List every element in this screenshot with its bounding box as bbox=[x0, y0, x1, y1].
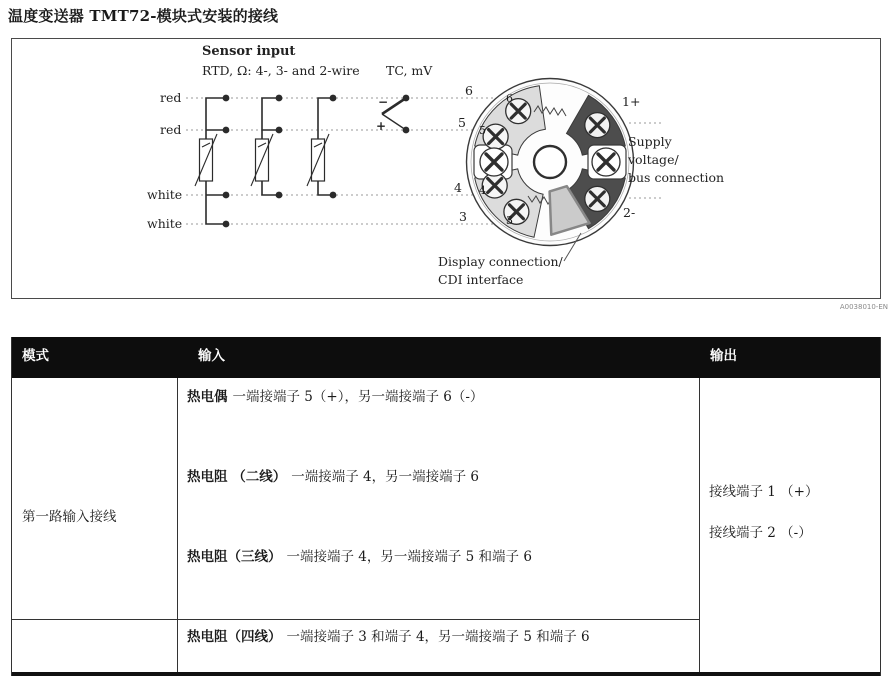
wire-label-red-1: red bbox=[160, 90, 182, 105]
terminal-number-6: 6 bbox=[465, 83, 473, 98]
figure-code: A0038010-EN bbox=[839, 303, 888, 311]
column-divider-1 bbox=[177, 378, 178, 672]
input-row-rtd-3wire bbox=[187, 545, 532, 565]
input-label: 热电阻 （二线） bbox=[187, 469, 287, 485]
input-text: 一端接端子 5（+），另一端接端子 6（-） bbox=[232, 389, 484, 405]
head-terminal-6: 6 bbox=[506, 92, 513, 105]
input-text: 一端接端子 4，另一端接端子 6 bbox=[291, 469, 479, 485]
table-header-row bbox=[12, 337, 880, 378]
center-hole bbox=[534, 146, 566, 178]
head-terminal-4: 4 bbox=[479, 184, 486, 197]
table-body bbox=[12, 378, 880, 672]
tc-plus-sign: + bbox=[376, 119, 387, 133]
column-divider-2 bbox=[699, 378, 700, 672]
output-terminal-2: 接线端子 2 （-） bbox=[709, 525, 812, 541]
wire-label-white-1: white bbox=[147, 187, 183, 202]
page-title: 温度变送器 TMT72-模块式安装的接线 bbox=[8, 7, 279, 25]
mode-cell: 第一路输入接线 bbox=[22, 509, 117, 525]
supply-label-line3: bus connection bbox=[628, 170, 725, 185]
supply-label-line2: voltage/ bbox=[628, 152, 679, 167]
wire-label-white-2: white bbox=[147, 216, 183, 231]
row-divider bbox=[12, 619, 700, 620]
rtd-wire-label: RTD, Ω: 4-, 3- and 2-wire bbox=[202, 63, 360, 78]
terminal-2-label: 2- bbox=[623, 205, 636, 220]
wiring-table bbox=[11, 337, 881, 676]
input-label: 热电阻（三线） bbox=[187, 549, 282, 565]
input-text: 一端接端子 3 和端子 4，另一端接端子 5 和端子 6 bbox=[286, 629, 590, 645]
terminal-number-3: 3 bbox=[459, 209, 467, 224]
header-mode: 模式 bbox=[22, 348, 49, 364]
input-row-rtd-4wire bbox=[187, 625, 590, 645]
input-row-thermocouple bbox=[187, 385, 483, 405]
header-input: 输入 bbox=[198, 348, 225, 364]
header-output: 输出 bbox=[710, 348, 737, 364]
sensor-input-label: Sensor input bbox=[202, 44, 296, 59]
terminal-number-5: 5 bbox=[458, 115, 466, 130]
display-label-line1: Display connection/ bbox=[438, 254, 563, 269]
head-terminal-3: 3 bbox=[506, 214, 513, 227]
sensor-wires bbox=[186, 98, 494, 224]
input-label: 热电阻（四线） bbox=[187, 629, 282, 645]
supply-label-line1: Supply bbox=[628, 134, 672, 149]
input-text: 一端接端子 4，另一端接端子 5 和端子 6 bbox=[286, 549, 532, 565]
next-section-header-strip bbox=[12, 672, 880, 676]
input-row-rtd-2wire bbox=[187, 465, 479, 485]
output-terminal-1: 接线端子 1 （+） bbox=[709, 484, 819, 500]
wiring-diagram-frame bbox=[11, 38, 881, 299]
terminal-1-label: 1+ bbox=[622, 94, 641, 109]
display-label-line2: CDI interface bbox=[438, 272, 524, 287]
head-terminal-5: 5 bbox=[479, 124, 486, 137]
wire-label-red-2: red bbox=[160, 122, 182, 137]
transmitter-head bbox=[467, 79, 634, 246]
terminal-number-4: 4 bbox=[454, 180, 462, 195]
tc-label: TC, mV bbox=[386, 63, 433, 78]
rtd-connection-wires bbox=[206, 98, 406, 224]
tc-minus-sign: − bbox=[378, 95, 389, 109]
input-label: 热电偶 bbox=[187, 389, 228, 405]
